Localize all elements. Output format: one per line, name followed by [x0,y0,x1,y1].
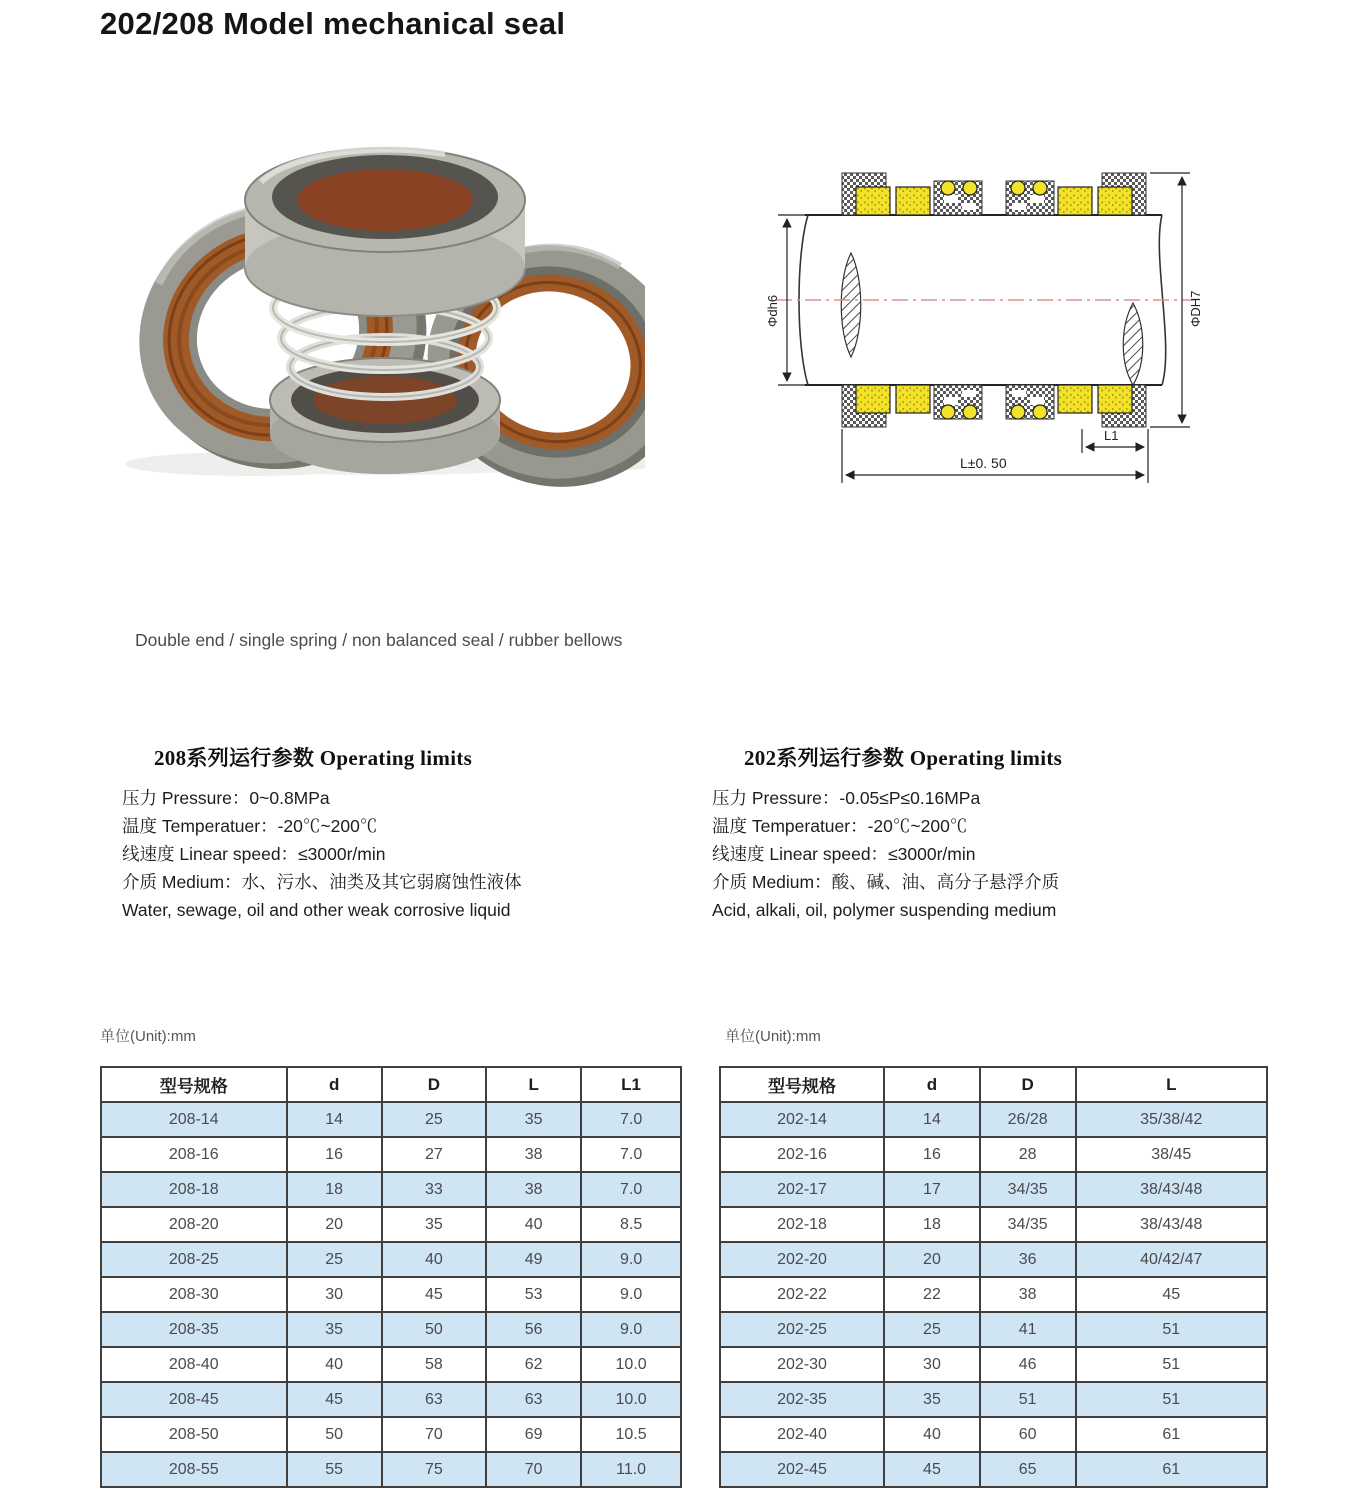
spec-line-value: -20℃~200℃ [277,816,378,836]
cell: 45 [884,1452,980,1487]
cell: 36 [980,1242,1076,1277]
cell: 46 [980,1347,1076,1382]
table-row [720,1172,1267,1207]
gland-bottom-left-half [842,385,982,427]
cell: 35 [382,1207,486,1242]
cell: 56 [486,1312,581,1347]
cell: 7.0 [581,1137,681,1172]
column-header: d [287,1067,382,1102]
operating-limits-208-lines [122,784,622,896]
product-subtitle: Double end / single spring / non balanced seal / rubber bellows [135,630,623,650]
cell: 16 [287,1137,382,1172]
table-row [720,1137,1267,1172]
cell: 34/35 [980,1207,1076,1242]
operating-limits-202 [712,742,1212,924]
spec-line [712,840,1212,868]
table-row [101,1137,681,1172]
cell: 65 [980,1452,1076,1487]
gland-bottom-right-half [1006,385,1146,427]
cell: 25 [287,1242,382,1277]
cell: 50 [382,1312,486,1347]
table-row [720,1452,1267,1487]
spec-line-label: 线速度 Linear speed： [712,844,889,864]
cell: 63 [486,1382,581,1417]
cell: 202-18 [720,1207,884,1242]
table-202-head [720,1067,1267,1102]
table-208 [100,1066,682,1488]
spec-line [122,840,622,868]
cell: 38 [486,1137,581,1172]
cell: 7.0 [581,1102,681,1137]
cell: 26/28 [980,1102,1076,1137]
cell: 7.0 [581,1172,681,1207]
cell: 28 [980,1137,1076,1172]
cell: 30 [884,1347,980,1382]
cell: 14 [884,1102,980,1137]
cell: 208-45 [101,1382,287,1417]
spec-line-label: 介质 Medium： [712,872,832,892]
unit-label-208: 单位(Unit):mm [100,1028,196,1045]
table-row [101,1347,681,1382]
column-header: D [980,1067,1076,1102]
table-row [101,1452,681,1487]
cell: 17 [884,1172,980,1207]
table-row [101,1172,681,1207]
cell: 10.5 [581,1417,681,1452]
spec-line [122,812,622,840]
spec-line [122,784,622,812]
cell: 40 [884,1417,980,1452]
cell: 35 [486,1102,581,1137]
cell: 40 [287,1347,382,1382]
cell: 208-50 [101,1417,287,1452]
cell: 9.0 [581,1242,681,1277]
cell: 40/42/47 [1076,1242,1267,1277]
cell: 40 [382,1242,486,1277]
cell: 208-35 [101,1312,287,1347]
column-header: L1 [581,1067,681,1102]
spec-line-value: 0~0.8MPa [249,788,330,808]
cell: 51 [1076,1347,1267,1382]
cell: 30 [287,1277,382,1312]
cell: 51 [1076,1312,1267,1347]
cell: 45 [382,1277,486,1312]
cell: 208-30 [101,1277,287,1312]
cell: 62 [486,1347,581,1382]
table-row [720,1417,1267,1452]
cell: 70 [382,1417,486,1452]
cell: 38/45 [1076,1137,1267,1172]
operating-limits-202-title: 202系列运行参数 Operating limits [744,746,1063,770]
cell: 38 [486,1172,581,1207]
cell: 34/35 [980,1172,1076,1207]
dim-label-l1: L1 [1104,428,1119,443]
spec-line-value: -20℃~200℃ [867,816,968,836]
page-title: 202/208 Model mechanical seal [100,6,566,41]
cell: 20 [287,1207,382,1242]
cell: 18 [884,1207,980,1242]
table-202 [719,1066,1268,1488]
cell: 208-20 [101,1207,287,1242]
cell: 51 [980,1382,1076,1417]
table-row [101,1382,681,1417]
technical-drawing-svg [730,95,1235,505]
cell: 70 [486,1452,581,1487]
cell: 61 [1076,1452,1267,1487]
spec-line-value: ≤3000r/min [888,844,976,864]
table-row [720,1347,1267,1382]
spec-line [712,812,1212,840]
spec-line-value: -0.05≤P≤0.16MPa [839,788,981,808]
spec-line-label: 介质 Medium： [122,872,242,892]
cell: 202-35 [720,1382,884,1417]
dim-label-l: L±0. 50 [960,455,1007,471]
cell: 75 [382,1452,486,1487]
operating-limits-202-note: Acid, alkali, oil, polymer suspending medium [712,900,1057,920]
dim-label-right: ΦDH7 [1188,290,1203,327]
table-202-body [720,1102,1267,1487]
cell: 35 [287,1312,382,1347]
table-208-container [100,1066,682,1488]
column-header: d [884,1067,980,1102]
spec-line-label: 压力 Pressure： [122,788,250,808]
cell: 14 [287,1102,382,1137]
operating-limits-208-note: Water, sewage, oil and other weak corrosive liquid [122,900,511,920]
spec-line [712,868,1212,896]
spec-line [712,784,1212,812]
table-208-body [101,1102,681,1487]
table-row [101,1242,681,1277]
cell: 61 [1076,1417,1267,1452]
column-header: 型号规格 [720,1067,884,1102]
cell: 58 [382,1347,486,1382]
cell: 55 [287,1452,382,1487]
cell: 63 [382,1382,486,1417]
table-header-row [720,1067,1267,1102]
table-row [720,1312,1267,1347]
spec-line [122,868,622,896]
operating-limits-208-title: 208系列运行参数 Operating limits [154,746,473,770]
cell: 69 [486,1417,581,1452]
cell: 208-16 [101,1137,287,1172]
table-header-row [101,1067,681,1102]
spec-line-value: 水、污水、油类及其它弱腐蚀性液体 [241,872,522,892]
cell: 38/43/48 [1076,1207,1267,1242]
table-row [720,1382,1267,1417]
spec-line-value: 酸、碱、油、高分子悬浮介质 [831,872,1060,892]
cell: 202-20 [720,1242,884,1277]
cell: 50 [287,1417,382,1452]
cell: 9.0 [581,1277,681,1312]
column-header: L [1076,1067,1267,1102]
table-row [101,1207,681,1242]
cell: 9.0 [581,1312,681,1347]
cell: 202-14 [720,1102,884,1137]
cell: 208-55 [101,1452,287,1487]
cell: 10.0 [581,1347,681,1382]
cell: 202-22 [720,1277,884,1312]
cell: 35 [884,1382,980,1417]
technical-drawing [730,95,1235,510]
operating-limits-202-lines [712,784,1212,896]
cell: 25 [884,1312,980,1347]
table-row [720,1242,1267,1277]
table-row [720,1277,1267,1312]
spec-line-label: 线速度 Linear speed： [122,844,299,864]
spec-line-value: ≤3000r/min [298,844,386,864]
cell: 8.5 [581,1207,681,1242]
cell: 60 [980,1417,1076,1452]
column-header: L [486,1067,581,1102]
cell: 208-14 [101,1102,287,1137]
cell: 40 [486,1207,581,1242]
table-202-container [719,1066,1268,1488]
table-row [101,1312,681,1347]
table-208-head [101,1067,681,1102]
cell: 202-17 [720,1172,884,1207]
spec-line-label: 压力 Pressure： [712,788,840,808]
table-row [101,1417,681,1452]
cell: 16 [884,1137,980,1172]
cell: 202-45 [720,1452,884,1487]
cell: 22 [884,1277,980,1312]
cell: 18 [287,1172,382,1207]
cell: 11.0 [581,1452,681,1487]
cell: 25 [382,1102,486,1137]
cell: 20 [884,1242,980,1277]
column-header: 型号规格 [101,1067,287,1102]
product-photo [85,62,645,497]
cell: 38/43/48 [1076,1172,1267,1207]
cell: 202-16 [720,1137,884,1172]
gland-right-half [1006,173,1146,215]
dim-label-left: Φdh6 [765,294,780,327]
cell: 208-18 [101,1172,287,1207]
cell: 208-40 [101,1347,287,1382]
product-photo-svg [85,62,645,492]
cell: 45 [287,1382,382,1417]
cell: 51 [1076,1382,1267,1417]
cell: 208-25 [101,1242,287,1277]
cell: 53 [486,1277,581,1312]
cell: 45 [1076,1277,1267,1312]
table-row [720,1102,1267,1137]
column-header: D [382,1067,486,1102]
cell: 202-25 [720,1312,884,1347]
cell: 202-30 [720,1347,884,1382]
gland-left-half [842,173,982,215]
cell: 35/38/42 [1076,1102,1267,1137]
cell: 33 [382,1172,486,1207]
table-row [720,1207,1267,1242]
cell: 49 [486,1242,581,1277]
operating-limits-208 [122,742,622,924]
cell: 10.0 [581,1382,681,1417]
seal-seat-unit [245,148,525,316]
cell: 202-40 [720,1417,884,1452]
table-row [101,1277,681,1312]
table-row [101,1102,681,1137]
cell: 38 [980,1277,1076,1312]
spec-line-label: 温度 Temperatuer： [712,816,868,836]
unit-label-202: 单位(Unit):mm [725,1028,821,1045]
cell: 27 [382,1137,486,1172]
spec-line-label: 温度 Temperatuer： [122,816,278,836]
cell: 41 [980,1312,1076,1347]
